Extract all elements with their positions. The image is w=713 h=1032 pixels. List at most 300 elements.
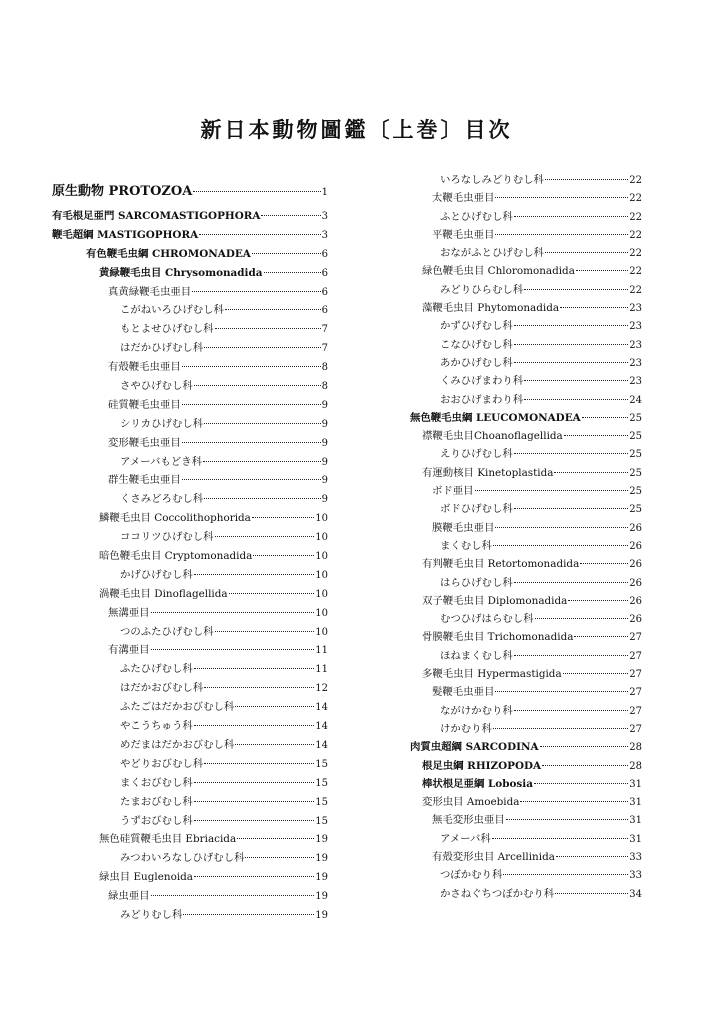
toc-entry-page: 23 bbox=[629, 339, 642, 351]
dot-leader bbox=[503, 874, 628, 875]
toc-entry-label: ほねまくむし科 bbox=[440, 649, 513, 662]
toc-entry-label: 渦鞭毛虫目 Dinoflagellida bbox=[99, 587, 228, 600]
toc-entry bbox=[410, 830, 642, 848]
toc-entry-page: 19 bbox=[315, 891, 328, 903]
toc-entry bbox=[52, 793, 328, 812]
dot-leader bbox=[204, 498, 321, 499]
toc-entry-label: ふたごはだかおびむし科 bbox=[120, 701, 235, 714]
dot-leader bbox=[545, 252, 628, 253]
toc-entry-label: こなひげむし科 bbox=[440, 338, 513, 351]
dot-leader bbox=[151, 612, 315, 613]
toc-entry bbox=[410, 848, 642, 866]
dot-leader bbox=[576, 270, 628, 271]
dot-leader bbox=[493, 728, 628, 729]
dot-leader bbox=[203, 461, 321, 462]
dot-leader bbox=[475, 490, 629, 491]
toc-entry bbox=[52, 339, 328, 358]
dot-leader bbox=[556, 856, 628, 857]
dot-leader bbox=[524, 289, 628, 290]
toc-entry bbox=[410, 281, 642, 299]
toc-entry-page: 15 bbox=[315, 777, 328, 789]
toc-entry-page: 28 bbox=[629, 760, 642, 772]
toc-entry-label: かさねぐちつぼかむり科 bbox=[440, 887, 555, 900]
dot-leader bbox=[199, 234, 320, 235]
toc-entry-page: 31 bbox=[629, 815, 642, 827]
toc-entry bbox=[52, 377, 328, 396]
toc-entry-label: けかむり科 bbox=[440, 722, 492, 735]
dot-leader bbox=[235, 706, 314, 707]
toc-entry-label: 有運動核目 Kinetoplastida bbox=[422, 466, 554, 479]
toc-entry-page: 27 bbox=[629, 723, 642, 735]
toc-entry-label: 変形鞭毛虫亜目 bbox=[108, 436, 181, 449]
toc-entry bbox=[410, 299, 642, 317]
toc-entry-page: 26 bbox=[629, 559, 642, 571]
toc-entry-label: 骨膜鞭毛虫目 Trichomonadida bbox=[422, 631, 574, 644]
dot-leader bbox=[261, 215, 320, 216]
toc-entry-page: 6 bbox=[321, 248, 328, 260]
dot-leader bbox=[495, 691, 628, 692]
toc-entry-page: 14 bbox=[315, 702, 328, 714]
dot-leader bbox=[506, 819, 629, 820]
toc-entry-label: 平鞭毛虫亜目 bbox=[432, 228, 495, 241]
dot-leader bbox=[564, 435, 629, 436]
toc-entry-label: 根足虫綱 RHIZOPODA bbox=[422, 759, 542, 772]
toc-entry-label: やこうちゅう科 bbox=[120, 720, 193, 733]
toc-entry-page: 9 bbox=[321, 418, 328, 430]
toc-entry-label: つのふたひげむし科 bbox=[120, 625, 214, 638]
dot-leader bbox=[514, 655, 629, 656]
toc-entry-label: えりひげむし科 bbox=[440, 448, 513, 461]
toc-entry bbox=[52, 906, 328, 925]
dot-leader bbox=[540, 746, 629, 747]
toc-entry bbox=[52, 415, 328, 434]
dot-leader bbox=[580, 563, 628, 564]
toc-entry-label: 藻鞭毛虫目 Phytomonadida bbox=[422, 302, 560, 315]
dot-leader bbox=[514, 508, 629, 509]
toc-entry-page: 9 bbox=[321, 399, 328, 411]
toc-entry bbox=[52, 585, 328, 604]
toc-entry-page: 6 bbox=[321, 286, 328, 298]
dot-leader bbox=[215, 631, 315, 632]
toc-entry bbox=[52, 181, 328, 203]
toc-entry-page: 8 bbox=[321, 362, 328, 374]
toc-entry-page: 26 bbox=[629, 522, 642, 534]
toc-entry-label: ボドひげむし科 bbox=[440, 503, 513, 516]
toc-entry bbox=[52, 471, 328, 490]
toc-entry bbox=[52, 660, 328, 679]
toc-entry-label: いろなしみどりむし科 bbox=[440, 174, 544, 186]
toc-entry-page: 31 bbox=[629, 797, 642, 809]
toc-entry-page: 8 bbox=[321, 381, 328, 393]
toc-entry-page: 15 bbox=[315, 796, 328, 808]
dot-leader bbox=[194, 820, 315, 821]
toc-entry-page: 26 bbox=[629, 540, 642, 552]
dot-leader bbox=[534, 783, 628, 784]
toc-entry-label: こがねいろひげむし科 bbox=[120, 304, 224, 317]
dot-leader bbox=[514, 362, 629, 363]
toc-entry-page: 10 bbox=[315, 607, 328, 619]
toc-entry-page: 26 bbox=[629, 614, 642, 626]
toc-entry-page: 22 bbox=[629, 248, 642, 260]
toc-entry bbox=[410, 665, 642, 683]
dot-leader bbox=[215, 536, 315, 537]
dot-leader bbox=[245, 857, 314, 858]
toc-entry-label: ボド亜目 bbox=[432, 485, 474, 498]
toc-entry-page: 31 bbox=[629, 833, 642, 845]
toc-entry-label: 双子鞭毛虫目 Diplomonadida bbox=[422, 594, 568, 607]
dot-leader bbox=[204, 347, 321, 348]
toc-entry-label: ながけかむり科 bbox=[440, 704, 513, 717]
toc-entry-page: 26 bbox=[629, 577, 642, 589]
dot-leader bbox=[492, 838, 628, 839]
toc-entry-label: アメーバ科 bbox=[440, 832, 491, 845]
toc-entry bbox=[52, 717, 328, 736]
toc-entry bbox=[410, 628, 642, 646]
toc-entry bbox=[410, 464, 642, 482]
dot-leader bbox=[495, 234, 628, 235]
toc-entry-label: 無色鞭毛虫綱 LEUCOMONADEA bbox=[410, 411, 581, 424]
dot-leader bbox=[225, 309, 321, 310]
toc-entry-label: 鞭毛超綱 MASTIGOPHORA bbox=[52, 228, 199, 241]
toc-entry bbox=[52, 283, 328, 302]
toc-entry bbox=[410, 775, 642, 793]
dot-leader bbox=[514, 582, 629, 583]
toc-entry bbox=[52, 887, 328, 906]
toc-entry-label: さやひげむし科 bbox=[120, 380, 193, 393]
toc-entry-label: 群生鞭毛虫亜目 bbox=[108, 474, 181, 487]
toc-entry bbox=[410, 500, 642, 518]
toc-entry bbox=[410, 574, 642, 592]
dot-leader bbox=[194, 725, 315, 726]
toc-entry-page: 23 bbox=[629, 303, 642, 315]
toc-entry-page: 19 bbox=[315, 853, 328, 865]
dot-leader bbox=[252, 253, 321, 254]
toc-entry bbox=[52, 755, 328, 774]
toc-entry-page: 9 bbox=[321, 475, 328, 487]
toc-entry-label: 太鞭毛虫亜目 bbox=[432, 192, 495, 205]
toc-entry bbox=[52, 226, 328, 245]
toc-entry bbox=[52, 849, 328, 868]
toc-entry bbox=[410, 592, 642, 610]
toc-entry-label: 肉質虫超綱 SARCODINA bbox=[410, 741, 539, 754]
toc-entry-label: くさみどろむし科 bbox=[120, 493, 204, 506]
dot-leader bbox=[582, 417, 629, 418]
toc-entry bbox=[52, 547, 328, 566]
toc-entry bbox=[410, 189, 642, 207]
toc-entry-label: もとよせひげむし科 bbox=[120, 323, 214, 336]
toc-entry-label: 硅質鞭毛虫亜目 bbox=[108, 398, 181, 411]
toc-entry-label: 無溝亜目 bbox=[108, 606, 150, 619]
toc-entry bbox=[410, 208, 642, 226]
toc-entry-page: 28 bbox=[629, 742, 642, 754]
toc-entry-page: 25 bbox=[629, 431, 642, 443]
toc-entry-page: 14 bbox=[315, 721, 328, 733]
toc-entry-label: 髪鞭毛虫亜目 bbox=[432, 686, 495, 699]
toc-entry bbox=[52, 736, 328, 755]
toc-entry-page: 7 bbox=[321, 343, 328, 355]
dot-leader bbox=[182, 404, 321, 405]
toc-entry-page: 11 bbox=[315, 645, 328, 657]
toc-entry-label: 棒状根足亜綱 Lobosia bbox=[422, 777, 533, 790]
toc-entry bbox=[52, 396, 328, 415]
toc-entry-label: あかひげむし科 bbox=[440, 356, 513, 369]
toc-entry-label: むつひげはらむし科 bbox=[440, 613, 534, 626]
toc-entry-label: ココリツひげむし科 bbox=[120, 531, 214, 544]
toc-entry-page: 23 bbox=[629, 357, 642, 369]
toc-entry-page: 25 bbox=[629, 486, 642, 498]
toc-entry-label: 緑虫亜目 bbox=[108, 890, 150, 903]
dot-leader bbox=[560, 307, 628, 308]
toc-entry bbox=[52, 264, 328, 283]
toc-entry-page: 10 bbox=[315, 588, 328, 600]
toc-entry bbox=[410, 757, 642, 775]
dot-leader bbox=[151, 649, 315, 650]
toc-entry-page: 10 bbox=[315, 626, 328, 638]
toc-entry bbox=[410, 482, 642, 500]
dot-leader bbox=[182, 442, 321, 443]
toc-entry-label: たまおびむし科 bbox=[120, 795, 193, 808]
toc-entry-label: くみひげまわり科 bbox=[440, 375, 524, 388]
dot-leader bbox=[495, 527, 628, 528]
toc-entry bbox=[52, 868, 328, 887]
dot-leader bbox=[182, 479, 321, 480]
toc-entry-page: 6 bbox=[321, 305, 328, 317]
toc-entry-label: 有色鞭毛虫綱 CHROMONADEA bbox=[86, 247, 251, 260]
toc-entry bbox=[410, 885, 642, 903]
toc-entry-page: 19 bbox=[315, 872, 328, 884]
toc-entry-page: 25 bbox=[629, 449, 642, 461]
toc-entry bbox=[52, 641, 328, 660]
toc-entry-label: 有殻鞭毛虫亜目 bbox=[108, 361, 181, 374]
toc-entry-page: 10 bbox=[315, 532, 328, 544]
dot-leader bbox=[237, 838, 314, 839]
toc-entry-label: おながふとひげむし科 bbox=[440, 247, 544, 260]
toc-entry bbox=[410, 793, 642, 811]
toc-entry-page: 3 bbox=[321, 229, 328, 241]
toc-entry-label: 無色硅質鞭毛虫目 Ebriacida bbox=[99, 833, 237, 846]
toc-entry bbox=[410, 317, 642, 335]
toc-entry bbox=[410, 610, 642, 628]
toc-entry-label: 無毛変形虫亜目 bbox=[432, 814, 505, 827]
dot-leader bbox=[252, 517, 314, 518]
toc-entry-page: 34 bbox=[629, 888, 642, 900]
toc-entry-label: 変形虫目 Amoebida bbox=[422, 796, 520, 809]
toc-entry bbox=[52, 830, 328, 849]
dot-leader bbox=[563, 673, 629, 674]
toc-entry bbox=[410, 244, 642, 262]
toc-entry-label: はだかひげむし科 bbox=[120, 342, 204, 355]
toc-entry-label: 膜鞭毛虫亜目 bbox=[432, 521, 495, 534]
toc-entry-label: まくおびむし科 bbox=[120, 776, 193, 789]
toc-entry bbox=[410, 555, 642, 573]
dot-leader bbox=[524, 399, 628, 400]
dot-leader bbox=[194, 574, 315, 575]
toc-entry-page: 22 bbox=[629, 175, 642, 186]
toc-entry bbox=[52, 679, 328, 698]
toc-entry-page: 9 bbox=[321, 437, 328, 449]
toc-entry-label: アメーバもどき科 bbox=[120, 455, 202, 468]
toc-entry bbox=[410, 409, 642, 427]
toc-entry-label: かげひげむし科 bbox=[120, 568, 193, 581]
dot-leader bbox=[204, 763, 314, 764]
toc-entry-page: 6 bbox=[321, 267, 328, 279]
toc-entry-page: 7 bbox=[321, 324, 328, 336]
dot-leader bbox=[535, 618, 629, 619]
toc-entry-page: 22 bbox=[629, 266, 642, 278]
toc-entry bbox=[52, 320, 328, 339]
toc-entry-label: 襟鞭毛虫目Choanoflagellida bbox=[422, 430, 563, 443]
dot-leader bbox=[545, 179, 628, 180]
dot-leader bbox=[524, 380, 628, 381]
toc-entry-label: 真黄緑鞭毛虫亜目 bbox=[108, 285, 192, 298]
toc-entry bbox=[52, 604, 328, 623]
dot-leader bbox=[555, 893, 628, 894]
toc-entry bbox=[410, 702, 642, 720]
toc-entry-label: はらひげむし科 bbox=[440, 576, 513, 589]
dot-leader bbox=[520, 801, 628, 802]
dot-leader bbox=[554, 472, 628, 473]
toc-entry bbox=[410, 866, 642, 884]
toc-entry-label: めだまはだかおびむし科 bbox=[120, 738, 235, 751]
toc-entry-page: 22 bbox=[629, 211, 642, 223]
toc-entry bbox=[52, 623, 328, 642]
toc-entry bbox=[410, 427, 642, 445]
toc-entry-label: みつわいろなしひげむし科 bbox=[120, 852, 245, 865]
dot-leader bbox=[514, 710, 629, 711]
toc-entry-label: はだかおびむし科 bbox=[120, 682, 204, 695]
dot-leader bbox=[215, 328, 321, 329]
toc-entry bbox=[52, 453, 328, 472]
toc-entry bbox=[410, 537, 642, 555]
toc-entry-label: 有溝亜目 bbox=[108, 644, 150, 657]
dot-leader bbox=[235, 744, 314, 745]
toc-entry bbox=[410, 372, 642, 390]
dot-leader bbox=[192, 291, 321, 292]
toc-entry-page: 24 bbox=[629, 394, 642, 406]
toc-entry bbox=[52, 698, 328, 717]
toc-entry-page: 27 bbox=[629, 687, 642, 699]
toc-entry-label: ふたひげむし科 bbox=[120, 663, 193, 676]
toc-entry-label: 有毛根足亜門 SARCOMASTIGOPHORA bbox=[52, 210, 261, 222]
dot-leader bbox=[194, 668, 315, 669]
toc-entry-page: 12 bbox=[315, 683, 328, 695]
toc-entry bbox=[410, 336, 642, 354]
dot-leader bbox=[182, 366, 321, 367]
toc-entry-label: やどりおびむし科 bbox=[120, 757, 204, 770]
toc-entry bbox=[52, 207, 328, 226]
toc-entry bbox=[52, 301, 328, 320]
toc-entry bbox=[410, 683, 642, 701]
toc-entry bbox=[52, 509, 328, 528]
toc-entry bbox=[410, 262, 642, 280]
dot-leader bbox=[495, 197, 628, 198]
toc-entry bbox=[52, 434, 328, 453]
toc-entry-page: 25 bbox=[629, 412, 642, 424]
toc-entry-page: 27 bbox=[629, 705, 642, 717]
page-title: 新日本動物圖鑑〔上巻〕目次 bbox=[200, 117, 513, 142]
dot-leader bbox=[194, 385, 321, 386]
toc-entry-label: ふとひげむし科 bbox=[440, 210, 513, 223]
dot-leader bbox=[574, 636, 628, 637]
toc-entry-label: 黄緑鞭毛虫目 Chrysomonadida bbox=[99, 266, 263, 279]
toc-entry-label: 有判鞭毛虫目 Retortomonadida bbox=[422, 558, 580, 571]
dot-leader bbox=[264, 272, 321, 273]
toc-column-left bbox=[52, 181, 328, 925]
toc-column-right bbox=[410, 171, 642, 903]
toc-entry-page: 15 bbox=[315, 815, 328, 827]
toc-entry-label: 有殻変形虫目 Arcellinida bbox=[432, 850, 555, 863]
toc-entry-page: 1 bbox=[321, 187, 328, 198]
toc-entry-page: 22 bbox=[629, 284, 642, 296]
dot-leader bbox=[514, 216, 629, 217]
toc-entry bbox=[410, 811, 642, 829]
toc-entry bbox=[410, 720, 642, 738]
toc-entry-page: 22 bbox=[629, 229, 642, 241]
toc-entry-page: 9 bbox=[321, 494, 328, 506]
dot-leader bbox=[151, 895, 315, 896]
toc-entry-page: 23 bbox=[629, 376, 642, 388]
toc-entry-label: みどりむし科 bbox=[120, 908, 183, 921]
dot-leader bbox=[193, 191, 320, 192]
toc-entry-label: 多鞭毛虫目 Hypermastigida bbox=[422, 668, 562, 681]
toc-entry bbox=[410, 519, 642, 537]
dot-leader bbox=[194, 876, 314, 877]
toc-entry bbox=[410, 445, 642, 463]
dot-leader bbox=[183, 914, 314, 915]
toc-entry-page: 27 bbox=[629, 632, 642, 644]
toc-entry-page: 11 bbox=[315, 664, 328, 676]
toc-entry-page: 3 bbox=[321, 211, 328, 222]
toc-entry-page: 23 bbox=[629, 321, 642, 333]
toc-entry-page: 26 bbox=[629, 595, 642, 607]
toc-entry bbox=[52, 358, 328, 377]
toc-entry-page: 9 bbox=[321, 456, 328, 468]
toc-entry-label: かずひげむし科 bbox=[440, 320, 513, 333]
dot-leader bbox=[204, 687, 314, 688]
toc-entry-page: 33 bbox=[629, 870, 642, 882]
toc-entry-label: 緑虫目 Euglenoida bbox=[99, 871, 193, 884]
toc-entry bbox=[410, 171, 642, 189]
toc-entry bbox=[410, 738, 642, 756]
toc-entry bbox=[410, 391, 642, 409]
dot-leader bbox=[514, 344, 629, 345]
toc-entry-page: 33 bbox=[629, 851, 642, 863]
toc-entry-label: シリカひげむし科 bbox=[120, 417, 204, 430]
toc-entry-page: 10 bbox=[315, 551, 328, 563]
toc-entry-page: 22 bbox=[629, 193, 642, 205]
dot-leader bbox=[194, 782, 315, 783]
toc-entry-page: 10 bbox=[315, 569, 328, 581]
toc-entry-label: 緑色鞭毛虫目 Chloromonadida bbox=[422, 265, 575, 278]
toc-entry-page: 15 bbox=[315, 758, 328, 770]
toc-entry-label: 暗色鞭毛虫目 Cryptomonadida bbox=[99, 550, 253, 563]
dot-leader bbox=[253, 555, 314, 556]
toc-entry-label: うずおびむし科 bbox=[120, 814, 193, 827]
toc-entry-page: 25 bbox=[629, 467, 642, 479]
toc-entry-page: 19 bbox=[315, 909, 328, 921]
toc-entry bbox=[52, 490, 328, 509]
dot-leader bbox=[204, 423, 321, 424]
dot-leader bbox=[514, 325, 629, 326]
dot-leader bbox=[194, 801, 315, 802]
toc-entry-label: おおひげまわり科 bbox=[440, 393, 524, 406]
dot-leader bbox=[493, 545, 628, 546]
dot-leader bbox=[229, 593, 315, 594]
toc-entry bbox=[52, 566, 328, 585]
toc-entry-page: 19 bbox=[315, 834, 328, 846]
toc-entry-page: 10 bbox=[315, 513, 328, 525]
toc-entry-label: 原生動物 PROTOZOA bbox=[52, 184, 193, 199]
